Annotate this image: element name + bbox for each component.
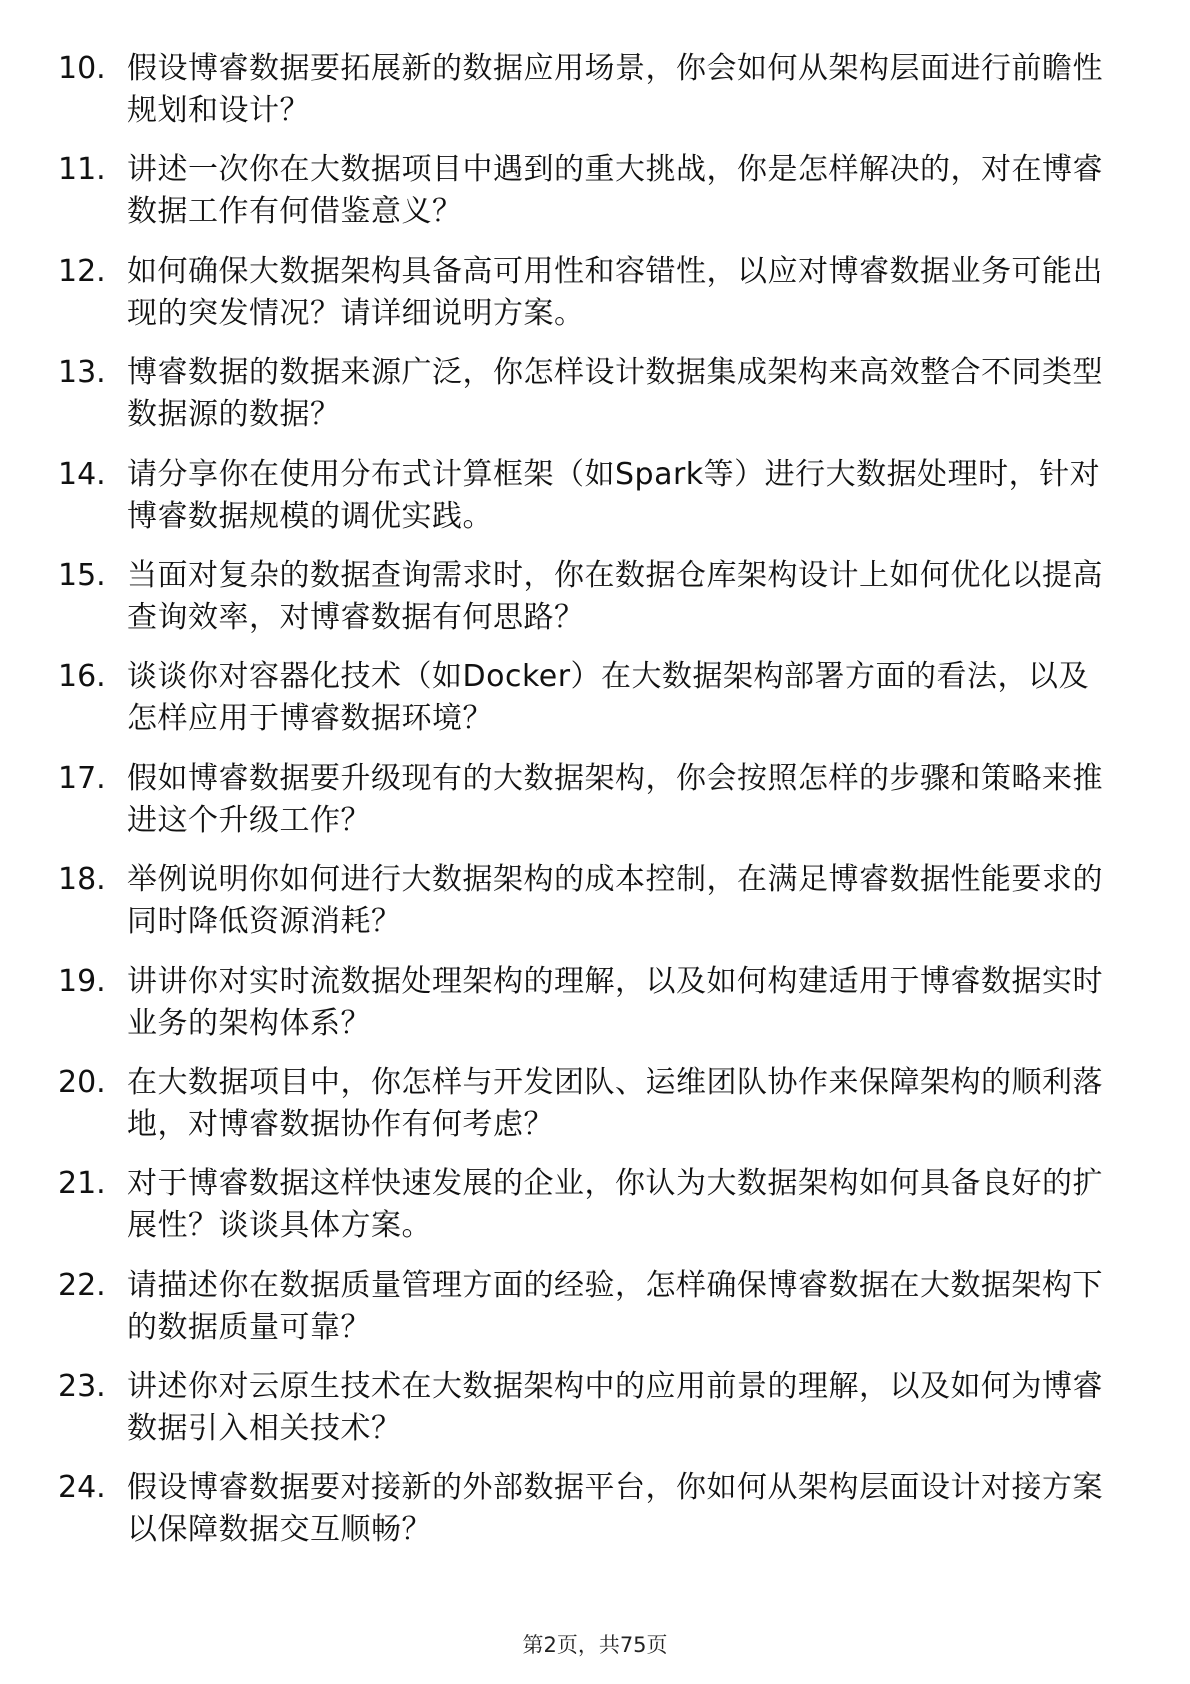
question-text: 假设博睿数据要拓展新的数据应用场景，你会如何从架构层面进行前瞻性规划和设计？ <box>127 51 1103 128</box>
question-number: 16. <box>58 659 106 695</box>
question-number: 21. <box>58 1166 106 1202</box>
question-number: 13. <box>58 355 106 391</box>
question-item <box>0 555 1190 656</box>
question-number: 17. <box>58 760 106 796</box>
question-item <box>0 1163 1190 1264</box>
question-text: 谈谈你对容器化技术（如Docker）在大数据架构部署方面的看法，以及怎样应用于博睿数据环境？ <box>127 659 1090 737</box>
question-number: 22. <box>58 1267 106 1303</box>
question-text: 对于博睿数据这样快速发展的企业，你认为大数据架构如何具备良好的扩展性？谈谈具体方案。 <box>127 1166 1103 1244</box>
question-number: 24. <box>58 1470 106 1506</box>
question-item <box>0 1265 1190 1366</box>
question-list <box>0 48 1190 1569</box>
question-text: 当面对复杂的数据查询需求时，你在数据仓库架构设计上如何优化以提高查询效率，对博睿数据有何思路？ <box>127 557 1103 635</box>
question-item <box>0 656 1190 757</box>
question-text: 讲讲你对实时流数据处理架构的理解，以及如何构建适用于博睿数据实时业务的架构体系？ <box>127 963 1103 1041</box>
question-number: 18. <box>58 862 106 898</box>
question-text: 请描述你在数据质量管理方面的经验，怎样确保博睿数据在大数据架构下的数据质量可靠？ <box>127 1267 1103 1345</box>
question-item <box>0 454 1190 555</box>
question-item <box>0 1062 1190 1163</box>
question-number: 11. <box>58 152 106 188</box>
question-text: 在大数据项目中，你怎样与开发团队、运维团队协作来保障架构的顺利落地，对博睿数据协作有何考虑？ <box>127 1064 1103 1142</box>
question-item <box>0 1366 1190 1467</box>
question-item <box>0 352 1190 453</box>
question-item <box>0 758 1190 859</box>
question-item <box>0 149 1190 250</box>
question-text: 假如博睿数据要升级现有的大数据架构，你会按照怎样的步骤和策略来推进这个升级工作？ <box>127 760 1103 838</box>
question-text: 请分享你在使用分布式计算框架（如Spark等）进行大数据处理时，针对博睿数据规模的调优实践。 <box>127 456 1101 534</box>
question-item <box>0 961 1190 1062</box>
question-item <box>0 251 1190 352</box>
question-number: 12. <box>58 253 106 289</box>
question-text: 讲述一次你在大数据项目中遇到的重大挑战，你是怎样解决的，对在博睿数据工作有何借鉴意义？ <box>127 152 1103 230</box>
question-text: 如何确保大数据架构具备高可用性和容错性，以应对博睿数据业务可能出现的突发情况？请详细说明方案。 <box>127 253 1103 331</box>
question-text: 举例说明你如何进行大数据架构的成本控制，在满足博睿数据性能要求的同时降低资源消耗？ <box>127 862 1103 940</box>
question-text: 博睿数据的数据来源广泛，你怎样设计数据集成架构来高效整合不同类型数据源的数据？ <box>127 355 1103 433</box>
question-number: 23. <box>58 1369 106 1405</box>
question-text: 假设博睿数据要对接新的外部数据平台，你如何从架构层面设计对接方案以保障数据交互顺畅？ <box>127 1470 1103 1548</box>
question-item <box>0 859 1190 960</box>
question-number: 19. <box>58 963 106 999</box>
question-number: 14. <box>58 456 106 492</box>
question-item <box>0 1467 1190 1568</box>
page-number-footer: 第2页，共75页 <box>522 1633 668 1657</box>
question-number: 15. <box>58 557 106 593</box>
question-number: 10. <box>58 51 106 86</box>
question-text: 讲述你对云原生技术在大数据架构中的应用前景的理解，以及如何为博睿数据引入相关技术？ <box>127 1369 1103 1447</box>
question-item <box>0 48 1190 149</box>
question-number: 20. <box>58 1064 106 1100</box>
